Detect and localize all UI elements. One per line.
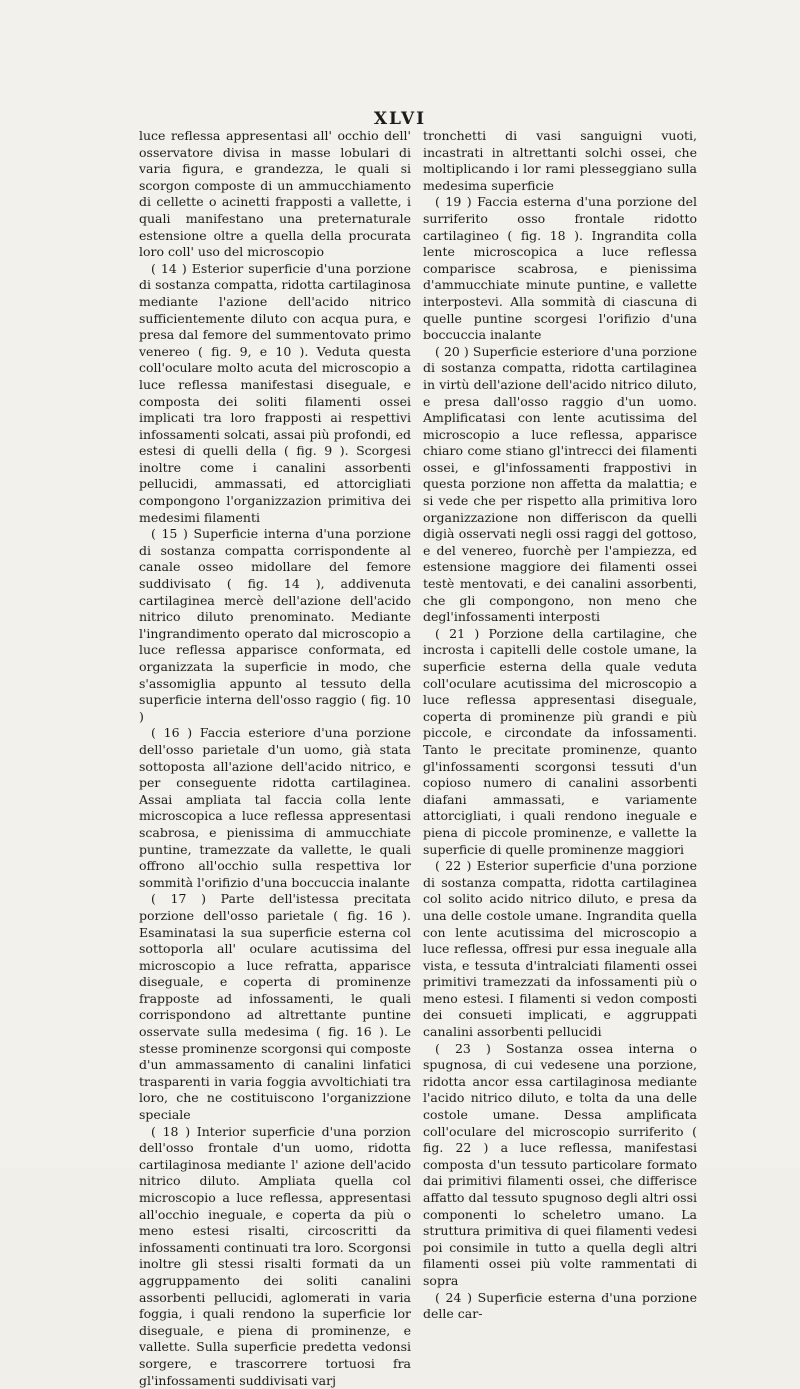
paragraph: ( 16 ) Faccia esteriore d'una porzione dell'osso parietale d'un uomo, già stata sottoposta all'azione dell'acido nitrico, e per conseguente ridotta cartilaginea. Assai ampliata tal faccia colla lente microscopica a luce reflessa appresentasi scabrosa, e pienissima di ammucchiate puntine, tramezzate da vallette, le quali offrono all'occhio sulla respettiva lor sommità l'orifizio d'una boccuccia inalante bbox=[139, 725, 411, 890]
paragraph: ( 14 ) Esterior superficie d'una porzione di sostanza compatta, ridotta cartilaginosa mediante l'azione dell'acido nitrico sufficientemente diluto con acqua pura, e presa dal femore del summentovato primo venereo ( fig. 9, e 10 ). Veduta questa coll'oculare molto acuta del microscopio a luce reflessa manifestasi diseguale, e composta dei soliti filamenti ossei implicati tra loro frapposti ai respettivi infossamenti solcati, assai più profondi, ed estesi di quelli della ( fig. 9 ). Scorgesi inoltre come i canalini assorbenti pellucidi, ammassati, ed attorcigliati compongono l'organizzazion primitiva dei medesimi filamenti bbox=[139, 260, 411, 525]
paragraph: ( 17 ) Parte dell'istessa precitata porzione dell'osso parietale ( fig. 16 ). Esaminatasi la sua superficie esterna col sottoporla all' oculare acutissima del microscopio a luce refratta, apparisce diseguale, e coperta di prominenze frapposte ad infossamenti, le quali corrispondono ad altrettante puntine osservate sulla medesima ( fig. 16 ). Le stesse prominenze scorgonsi qui composte d'un ammassamento di canalini linfatici trasparenti in varia foggia avvoltichiati tra loro, che ne costituiscono l'organizzione speciale bbox=[139, 891, 411, 1123]
paragraph: ( 22 ) Esterior superficie d'una porzione di sostanza compatta, ridotta cartilaginea col solito acido nitrico diluto, e presa da una delle costole umane. Ingrandita quella con lente acutissima del microscopio a luce reflessa, offresi pur essa ineguale alla vista, e tessuta d'intralciati filamenti ossei primitivi tramezzati da infossamenti più o meno estesi. I filamenti si vedon composti dei consueti implicati, e aggruppati canalini assorbenti pellucidi bbox=[423, 858, 697, 1040]
paragraph: luce reflessa appresentasi all' occhio dell' osservatore divisa in masse lobulari di varia figura, e grandezza, le quali si scorgon composte di un ammucchiamento di cellette o acinetti frapposti a vallette, i quali manifestano una preternaturale estensione oltre a quella della procurata loro coll' uso del microscopio bbox=[139, 128, 411, 260]
paragraph: ( 18 ) Interior superficie d'una porzion dell'osso frontale d'un uomo, ridotta cartilaginosa mediante l' azione dell'acido nitrico diluto. Ampliata quella col microscopio a luce reflessa, appresentasi all'occhio ineguale, e coperta da più o meno estesi risalti, circoscritti da infossamenti continuati tra loro. Scorgonsi inoltre gli stessi risalti formati da un aggruppamento dei soliti canalini assorbenti pellucidi, aglomerati in varia foggia, i quali rendono la superficie lor diseguale, e piena di prominenze, e vallette. Sulla superficie predetta vedonsi sorgere, e trascorrere tortuosi fra gl'infossamenti suddivisati varj bbox=[139, 1123, 411, 1388]
paragraph: ( 24 ) Superficie esterna d'una porzione delle car- bbox=[423, 1289, 697, 1322]
paragraph: ( 19 ) Faccia esterna d'una porzione del surriferito osso frontale ridotto cartilagineo ( fig. 18 ). Ingrandita colla lente microscopica a luce reflessa comparisce scabrosa, e pienissima d'ammucchiate minute puntine, e vallette interpostevi. Alla sommità di ciascuna di quelle puntine scorgesi l'orifizio d'una boccuccia inalante bbox=[423, 194, 697, 343]
right-column bbox=[423, 128, 697, 1323]
paragraph: ( 21 ) Porzione della cartilagine, che incrosta i capitelli delle costole umane, la superficie esterna della quale veduta coll'oculare acutissima del microscopio a luce reflessa appresentasi diseguale, coperta di prominenze più grandi e più piccole, e circondate da infossamenti. Tanto le precitate prominenze, quanto gl'infossamenti scorgonsi tessuti d'un copioso numero di canalini assorbenti diafani ammassati, e variamente attorcigliati, i quali rendono ineguale e piena di piccole prominenze, e vallette la superficie di quelle prominenze maggiori bbox=[423, 625, 697, 857]
page-number: XLVI bbox=[373, 109, 427, 129]
paragraph: ( 23 ) Sostanza ossea interna o spugnosa, di cui vedesene una porzione, ridotta ancor essa cartilaginosa mediante l'acido nitrico diluto, e tolta da una delle costole umane. Dessa amplificata coll'oculare del microscopio surriferito ( fig. 22 ) a luce reflessa, manifestasi composta d'un tessuto particolare formato dai primitivi filamenti ossei, che differisce affatto dal tessuto spugnoso degli altri ossi componenti lo scheletro umano. La struttura primitiva di quei filamenti vedesi poi consimile in tutto a quella degli altri filamenti ossei più volte rammentati di sopra bbox=[423, 1040, 697, 1288]
paragraph: ( 15 ) Superficie interna d'una porzione di sostanza compatta corrispondente al canale osseo midollare del femore suddivisato ( fig. 14 ), addivenuta cartilaginea mercè dell'azione dell'acido nitrico diluto prenominato. Mediante l'ingrandimento operato dal microscopio a luce reflessa apparisce conformata, ed organizzata la superficie in modo, che s'assomiglia appunto al tessuto della superficie interna dell'osso raggio ( fig. 10 ) bbox=[139, 526, 411, 724]
left-column bbox=[139, 128, 411, 1389]
paragraph: tronchetti di vasi sanguigni vuoti, incastrati in altrettanti solchi ossei, che moltiplicando i lor rami plesseggiano sulla medesima superficie bbox=[423, 128, 697, 193]
paragraph: ( 20 ) Superficie esteriore d'una porzione di sostanza compatta, ridotta cartilaginea in virtù dell'azione dell'acido nitrico diluto, e presa dall'osso raggio d'un uomo. Amplificatasi con lente acutissima del microscopio a luce reflessa, apparisce chiaro come stiano gl'intrecci dei filamenti ossei, e gl'infossamenti frappostivi in questa porzione non affetta da malattia; e si vede che per rispetto alla primitiva loro organizzazione non differiscon da quelli digià osservati negli ossi raggi del gottoso, e del venereo, fuorchè per l'ampiezza, ed estensione maggiore dei filamenti ossei testè mentovati, e dei canalini assorbenti, che gli compongono, non meno che degl'infossamenti interposti bbox=[423, 343, 697, 625]
